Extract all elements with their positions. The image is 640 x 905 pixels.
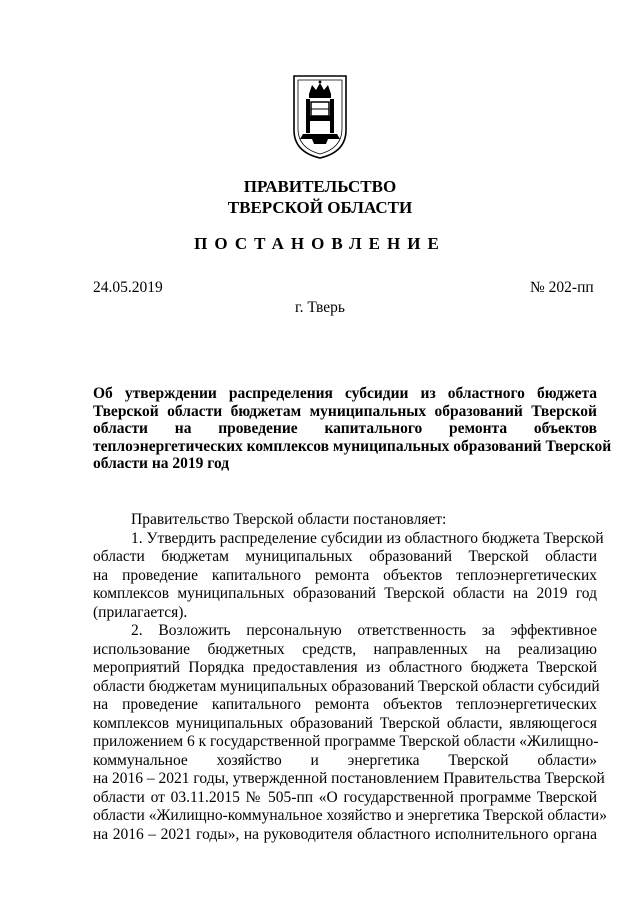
- body-line: комплексов муниципальных образований Тверской области, являющегося: [93, 714, 597, 732]
- body-line: (прилагается).: [93, 603, 188, 621]
- government-name-line-1: ПРАВИТЕЛЬСТВО: [243, 177, 397, 196]
- body-line: на проведение капитального ремонта объектов теплоэнергетических: [93, 566, 597, 584]
- body-line: на 2016 – 2021 годы, утвержденной постановлением Правительства Тверской: [93, 770, 605, 787]
- document-body: [93, 511, 607, 844]
- government-name-line-2: ТВЕРСКОЙ ОБЛАСТИ: [227, 198, 413, 217]
- body-line: области бюджетам муниципальных образований Тверской области субсидий: [93, 677, 600, 695]
- body-line: 1. Утвердить распределение субсидии из областного бюджета Тверской: [131, 529, 604, 547]
- body-line: Правительство Тверской области постановляет:: [131, 511, 447, 528]
- document-date: 24.05.2019: [93, 279, 163, 296]
- body-line: на 2016 – 2021 годы», на руководителя областного исполнительного органа: [93, 825, 597, 843]
- body-line: мероприятий Порядка предоставления из областного бюджета Тверской: [93, 659, 597, 676]
- subject-line: области на 2019 год: [93, 455, 230, 472]
- coat-of-arms-emblem: [290, 72, 350, 160]
- body-line: 2. Возложить персональную ответственность за эффективное: [131, 622, 597, 639]
- body-line: коммунальное хозяйство и энергетика Тверской области»: [93, 751, 597, 769]
- body-line: на проведение капитального ремонта объектов теплоэнергетических: [93, 696, 597, 713]
- subject-line: области на проведение капитального ремонта объектов: [93, 420, 597, 437]
- document-number: № 202-пп: [530, 279, 594, 296]
- body-line: комплексов муниципальных образований Тверской области на 2019 год: [93, 585, 597, 602]
- document-subject: [93, 385, 612, 473]
- body-line: области бюджетам муниципальных образований Тверской области: [93, 548, 597, 565]
- document-city: г. Тверь: [295, 299, 345, 316]
- body-line: приложением 6 к государственной программе Тверской области «Жилищно-: [93, 733, 599, 750]
- body-line: использование бюджетных средств, направленных на реализацию: [93, 640, 597, 658]
- body-line: области «Жилищно-коммунальное хозяйство и энергетика Тверской области»: [93, 807, 607, 824]
- document-type-title: ПОСТАНОВЛЕНИЕ: [194, 234, 446, 253]
- subject-line: Об утверждении распределения субсидии из областного бюджета: [93, 385, 597, 402]
- subject-line: Тверской области бюджетам муниципальных образований Тверской: [93, 402, 597, 420]
- body-line: области от 03.11.2015 № 505-пп «О государственной программе Тверской: [93, 788, 597, 806]
- subject-line: теплоэнергетических комплексов муниципальных образований Тверской: [93, 437, 612, 455]
